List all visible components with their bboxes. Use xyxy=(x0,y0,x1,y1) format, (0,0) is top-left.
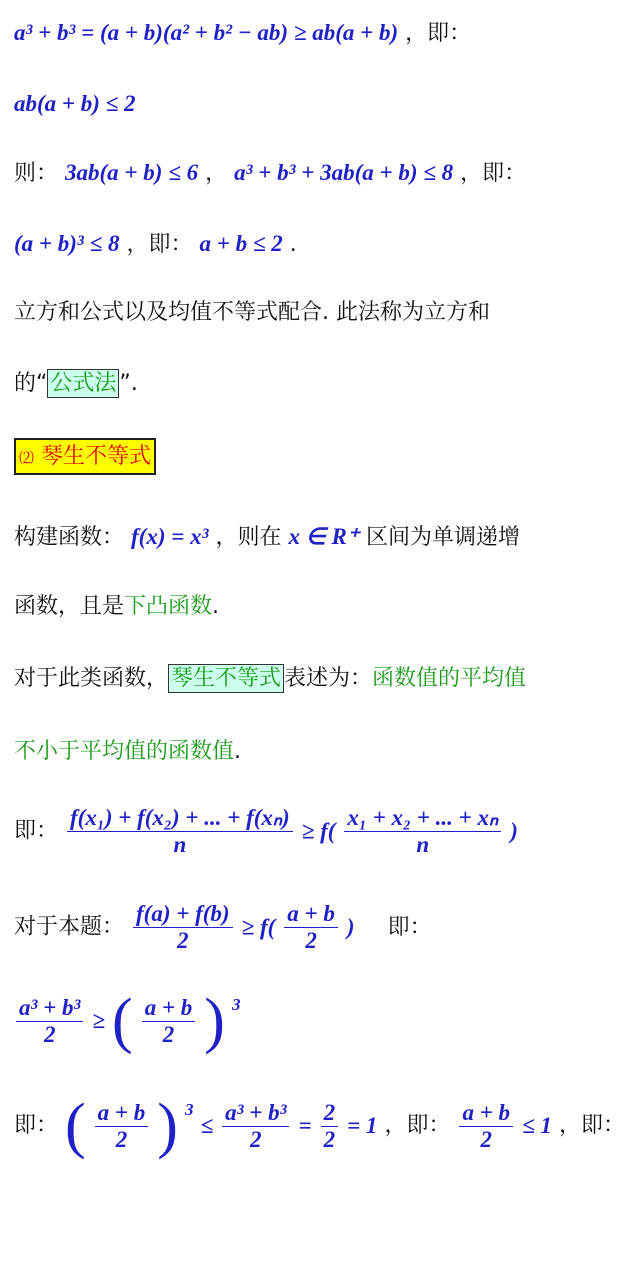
fraction xyxy=(142,995,196,1048)
numerator: a + b xyxy=(95,1100,149,1127)
formula: f(x) = x³ xyxy=(131,524,209,549)
section-title-box xyxy=(14,438,156,475)
fraction xyxy=(321,1100,339,1153)
fraction xyxy=(284,901,338,954)
line-11 xyxy=(14,737,241,767)
denominator: n xyxy=(416,832,430,857)
fraction xyxy=(133,901,233,954)
text: ”. xyxy=(119,371,138,396)
line-8 xyxy=(14,522,520,553)
line-6 xyxy=(14,369,138,399)
numerator: a + b xyxy=(142,995,196,1022)
text: 构建函数： xyxy=(14,525,125,550)
right-paren: ) xyxy=(204,987,225,1055)
denominator: 2 xyxy=(250,1126,262,1152)
text: ，即： xyxy=(126,232,193,257)
fraction xyxy=(16,995,83,1048)
fraction xyxy=(67,805,293,858)
fraction xyxy=(222,1100,289,1153)
line-2 xyxy=(14,89,136,120)
right-paren: ) xyxy=(157,1092,178,1160)
fraction xyxy=(95,1100,149,1153)
text: 区间为单调递增 xyxy=(366,525,521,550)
text: 则： xyxy=(14,161,59,186)
line-9 xyxy=(14,592,219,622)
denominator: n xyxy=(173,832,187,857)
text: 即： xyxy=(14,818,59,844)
text: 表述为： xyxy=(284,666,373,691)
line-4 xyxy=(14,229,297,260)
text: 函数，且是 xyxy=(14,594,125,619)
exponent: 3 xyxy=(231,995,241,1014)
text: 对于此类函数， xyxy=(14,666,169,691)
operator: ) xyxy=(510,818,518,844)
formula: a³ + b³ + 3ab(a + b) ≤ 8 xyxy=(234,160,454,185)
numerator: x₁ + x₂ + ... + xₙ xyxy=(344,805,501,832)
section-heading xyxy=(14,442,156,473)
numerator: 2 xyxy=(321,1100,339,1127)
green-text: 不小于平均值的函数值 xyxy=(14,739,235,764)
operator: ≤ 1 xyxy=(522,1113,552,1138)
numerator: a³ + b³ xyxy=(16,995,83,1022)
text: 即： xyxy=(14,1113,59,1138)
text: 的“ xyxy=(14,371,48,396)
text: ，即： xyxy=(558,1113,625,1138)
line-14 xyxy=(14,987,241,1055)
formula: (a + b)³ ≤ 8 xyxy=(14,231,120,256)
fraction xyxy=(459,1100,513,1153)
text: ， xyxy=(205,161,228,186)
denominator: 2 xyxy=(43,1021,56,1047)
text: ，即： xyxy=(460,161,527,186)
text: . xyxy=(289,232,297,257)
highlight-box: 琴生不等式 xyxy=(168,664,284,693)
line-1 xyxy=(14,18,471,49)
operator: ≥ f( xyxy=(241,914,276,940)
operator: = 1 xyxy=(347,1113,378,1138)
text: . xyxy=(234,739,242,764)
left-paren: ( xyxy=(65,1092,86,1160)
formula: x ∈ R⁺ xyxy=(288,524,360,549)
formula: ab(a + b) ≤ 2 xyxy=(14,91,136,116)
text: 即： xyxy=(387,914,432,940)
numerator: a + b xyxy=(284,901,338,928)
text: 对于本题： xyxy=(14,914,125,940)
left-paren: ( xyxy=(112,987,133,1055)
section-number: ⑵ xyxy=(19,449,35,467)
denominator: 2 xyxy=(115,1126,128,1152)
text: ，即： xyxy=(405,21,472,46)
formula: a³ + b³ = (a + b)(a² + b² − ab) ≥ ab(a + b) xyxy=(14,20,399,45)
formula: a + b ≤ 2 xyxy=(199,231,283,256)
numerator: f(a) + f(b) xyxy=(133,901,233,928)
formula: 3ab(a + b) ≤ 6 xyxy=(65,160,199,185)
denominator: 2 xyxy=(480,1126,492,1152)
operator: ) xyxy=(346,914,355,940)
operator: ≤ xyxy=(200,1113,214,1138)
line-12 xyxy=(14,805,518,858)
exponent: 3 xyxy=(184,1100,194,1119)
green-text: 下凸函数 xyxy=(124,594,213,619)
line-10 xyxy=(14,664,526,694)
denominator: 2 xyxy=(177,928,189,953)
text: ，即： xyxy=(384,1113,451,1138)
operator: = xyxy=(298,1113,312,1138)
line-13 xyxy=(14,901,432,954)
fraction xyxy=(344,805,501,858)
denominator: 2 xyxy=(323,1126,336,1152)
line-5 xyxy=(14,298,490,328)
green-text: 函数值的平均值 xyxy=(372,666,527,691)
numerator: a + b xyxy=(459,1100,513,1127)
line-3 xyxy=(14,158,526,189)
operator: ≥ f( xyxy=(301,818,336,844)
numerator: a³ + b³ xyxy=(222,1100,289,1127)
denominator: 2 xyxy=(162,1021,175,1047)
text: ，则在 xyxy=(215,525,282,550)
text: 立方和公式以及均值不等式配合. 此法称为立方和 xyxy=(14,300,490,325)
section-title: 琴生不等式 xyxy=(41,444,152,469)
numerator: f(x₁) + f(x₂) + ... + f(xₙ) xyxy=(67,805,293,832)
denominator: 2 xyxy=(305,928,317,953)
line-15 xyxy=(14,1092,625,1160)
operator: ≥ xyxy=(92,1008,106,1033)
highlight-box: 公式法 xyxy=(47,369,119,398)
text: . xyxy=(212,594,220,619)
